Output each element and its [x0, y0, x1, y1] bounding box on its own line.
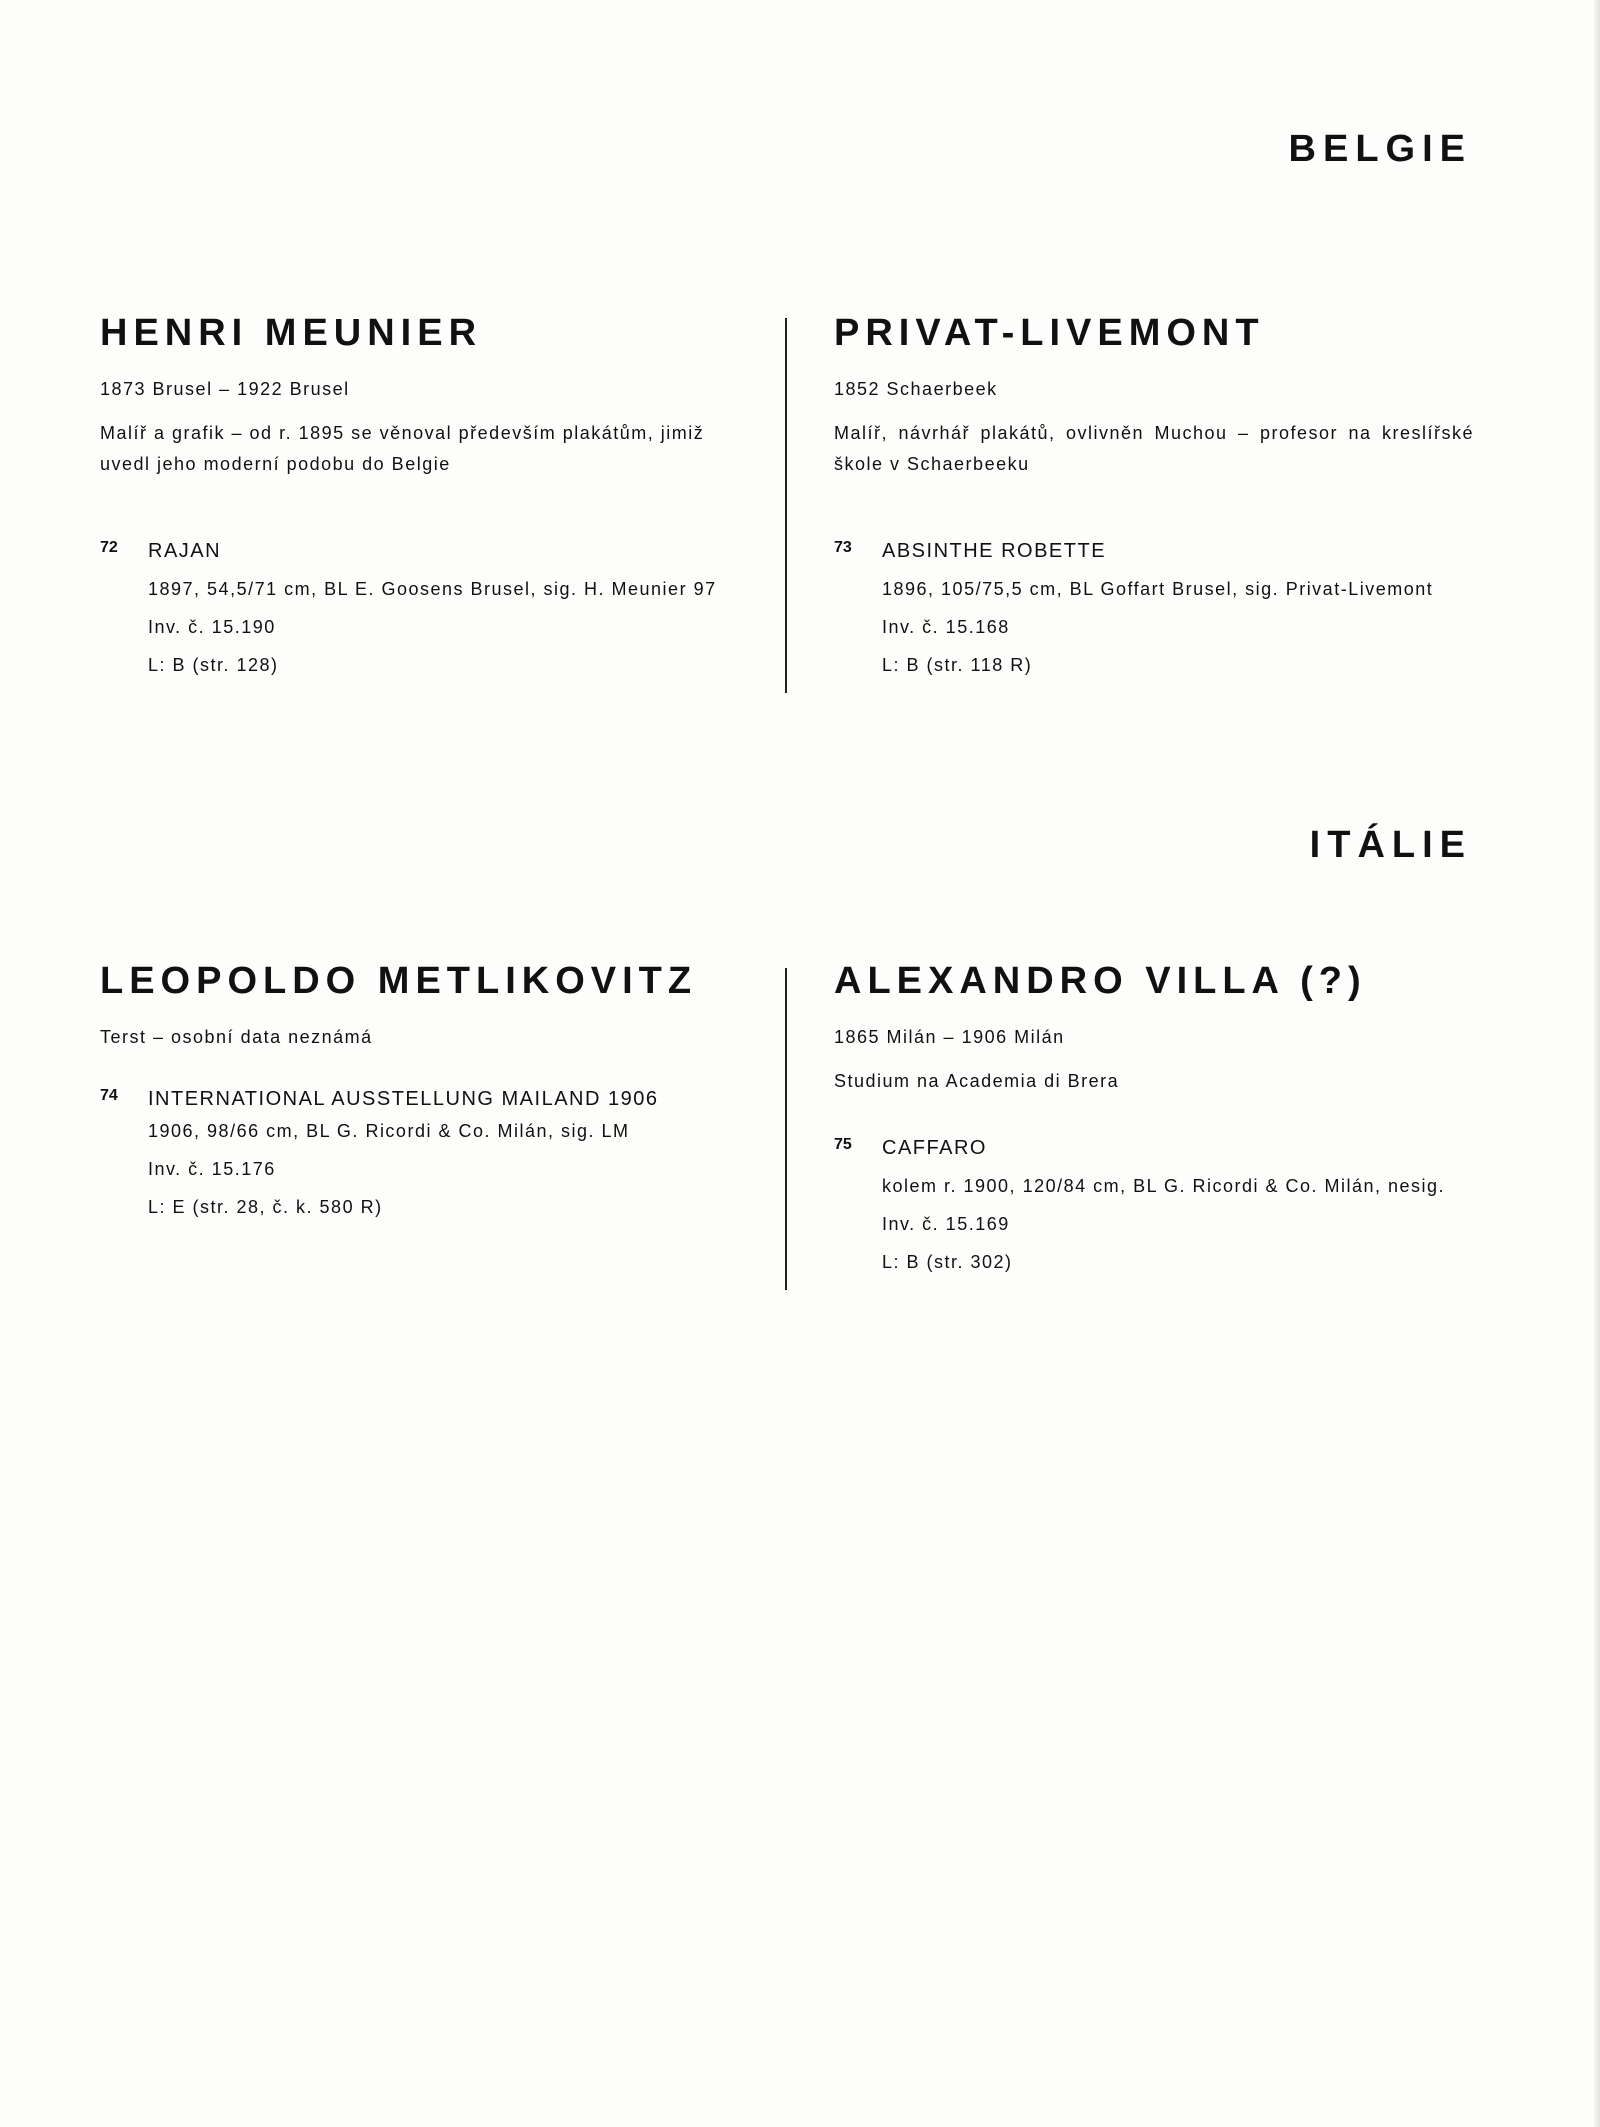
entry-number: 72 — [100, 539, 118, 556]
entry-number: 74 — [100, 1087, 118, 1104]
catalogue-entry — [100, 536, 740, 680]
entry-literature: L: B (str. 302) — [882, 1252, 1013, 1272]
artist-dates: 1873 Brusel – 1922 Brusel — [100, 379, 350, 399]
artist-block-meunier — [100, 312, 740, 680]
artist-dates: Terst – osobní data neznámá — [100, 1027, 373, 1047]
artist-dates: 1852 Schaerbeek — [834, 379, 998, 399]
entry-literature: L: E (str. 28, č. k. 580 R) — [148, 1197, 383, 1217]
entry-number: 75 — [834, 1136, 852, 1153]
entry-title: CAFFARO — [882, 1137, 987, 1159]
artist-bio: Malíř, návrhář plakátů, ovlivněn Muchou – profesor na kreslířské škole v Schaerbeeku — [834, 423, 1474, 474]
catalogue-entry — [834, 536, 1474, 680]
column-divider — [785, 318, 787, 693]
entry-details: 1897, 54,5/71 cm, BL E. Goosens Brusel, sig. H. Meunier 97 — [148, 579, 717, 599]
column-divider — [785, 968, 787, 1290]
artist-name: ALEXANDRO VILLA (?) — [834, 960, 1367, 1002]
entry-title: ABSINTHE ROBETTE — [882, 540, 1107, 562]
artist-name: HENRI MEUNIER — [100, 312, 483, 354]
page-edge — [1594, 0, 1600, 2127]
catalogue-entry — [100, 1084, 740, 1222]
artist-bio: Studium na Academia di Brera — [834, 1071, 1120, 1091]
artist-name: LEOPOLDO METLIKOVITZ — [100, 960, 698, 1002]
entry-literature: L: B (str. 118 R) — [882, 655, 1033, 675]
country-heading-belgie: BELGIE — [1288, 128, 1472, 170]
entry-inventory: Inv. č. 15.176 — [148, 1159, 276, 1179]
entry-inventory: Inv. č. 15.190 — [148, 617, 276, 637]
artist-block-villa — [834, 960, 1474, 1277]
entry-details: kolem r. 1900, 120/84 cm, BL G. Ricordi & Co. Milán, nesig. — [882, 1176, 1446, 1196]
entry-literature: L: B (str. 128) — [148, 655, 279, 675]
artist-block-privat-livemont — [834, 312, 1474, 680]
entry-details: 1896, 105/75,5 cm, BL Goffart Brusel, sig. Privat-Livemont — [882, 579, 1434, 599]
entry-inventory: Inv. č. 15.168 — [882, 617, 1010, 637]
entry-title: INTERNATIONAL AUSSTELLUNG MAILAND 1906 — [148, 1088, 659, 1110]
entry-title: RAJAN — [148, 540, 222, 562]
entry-number: 73 — [834, 539, 852, 556]
country-heading-italie: ITÁLIE — [1309, 824, 1472, 866]
artist-block-metlikovitz — [100, 960, 740, 1222]
artist-dates: 1865 Milán – 1906 Milán — [834, 1027, 1065, 1047]
entry-details: 1906, 98/66 cm, BL G. Ricordi & Co. Milán, sig. LM — [148, 1121, 630, 1141]
artist-name: PRIVAT-LIVEMONT — [834, 312, 1265, 354]
catalogue-entry — [834, 1133, 1474, 1277]
entry-inventory: Inv. č. 15.169 — [882, 1214, 1010, 1234]
artist-bio: Malíř a grafik – od r. 1895 se věnoval především plakátům, jimiž uvedl jeho moderní podobu do Belgie — [100, 423, 705, 474]
